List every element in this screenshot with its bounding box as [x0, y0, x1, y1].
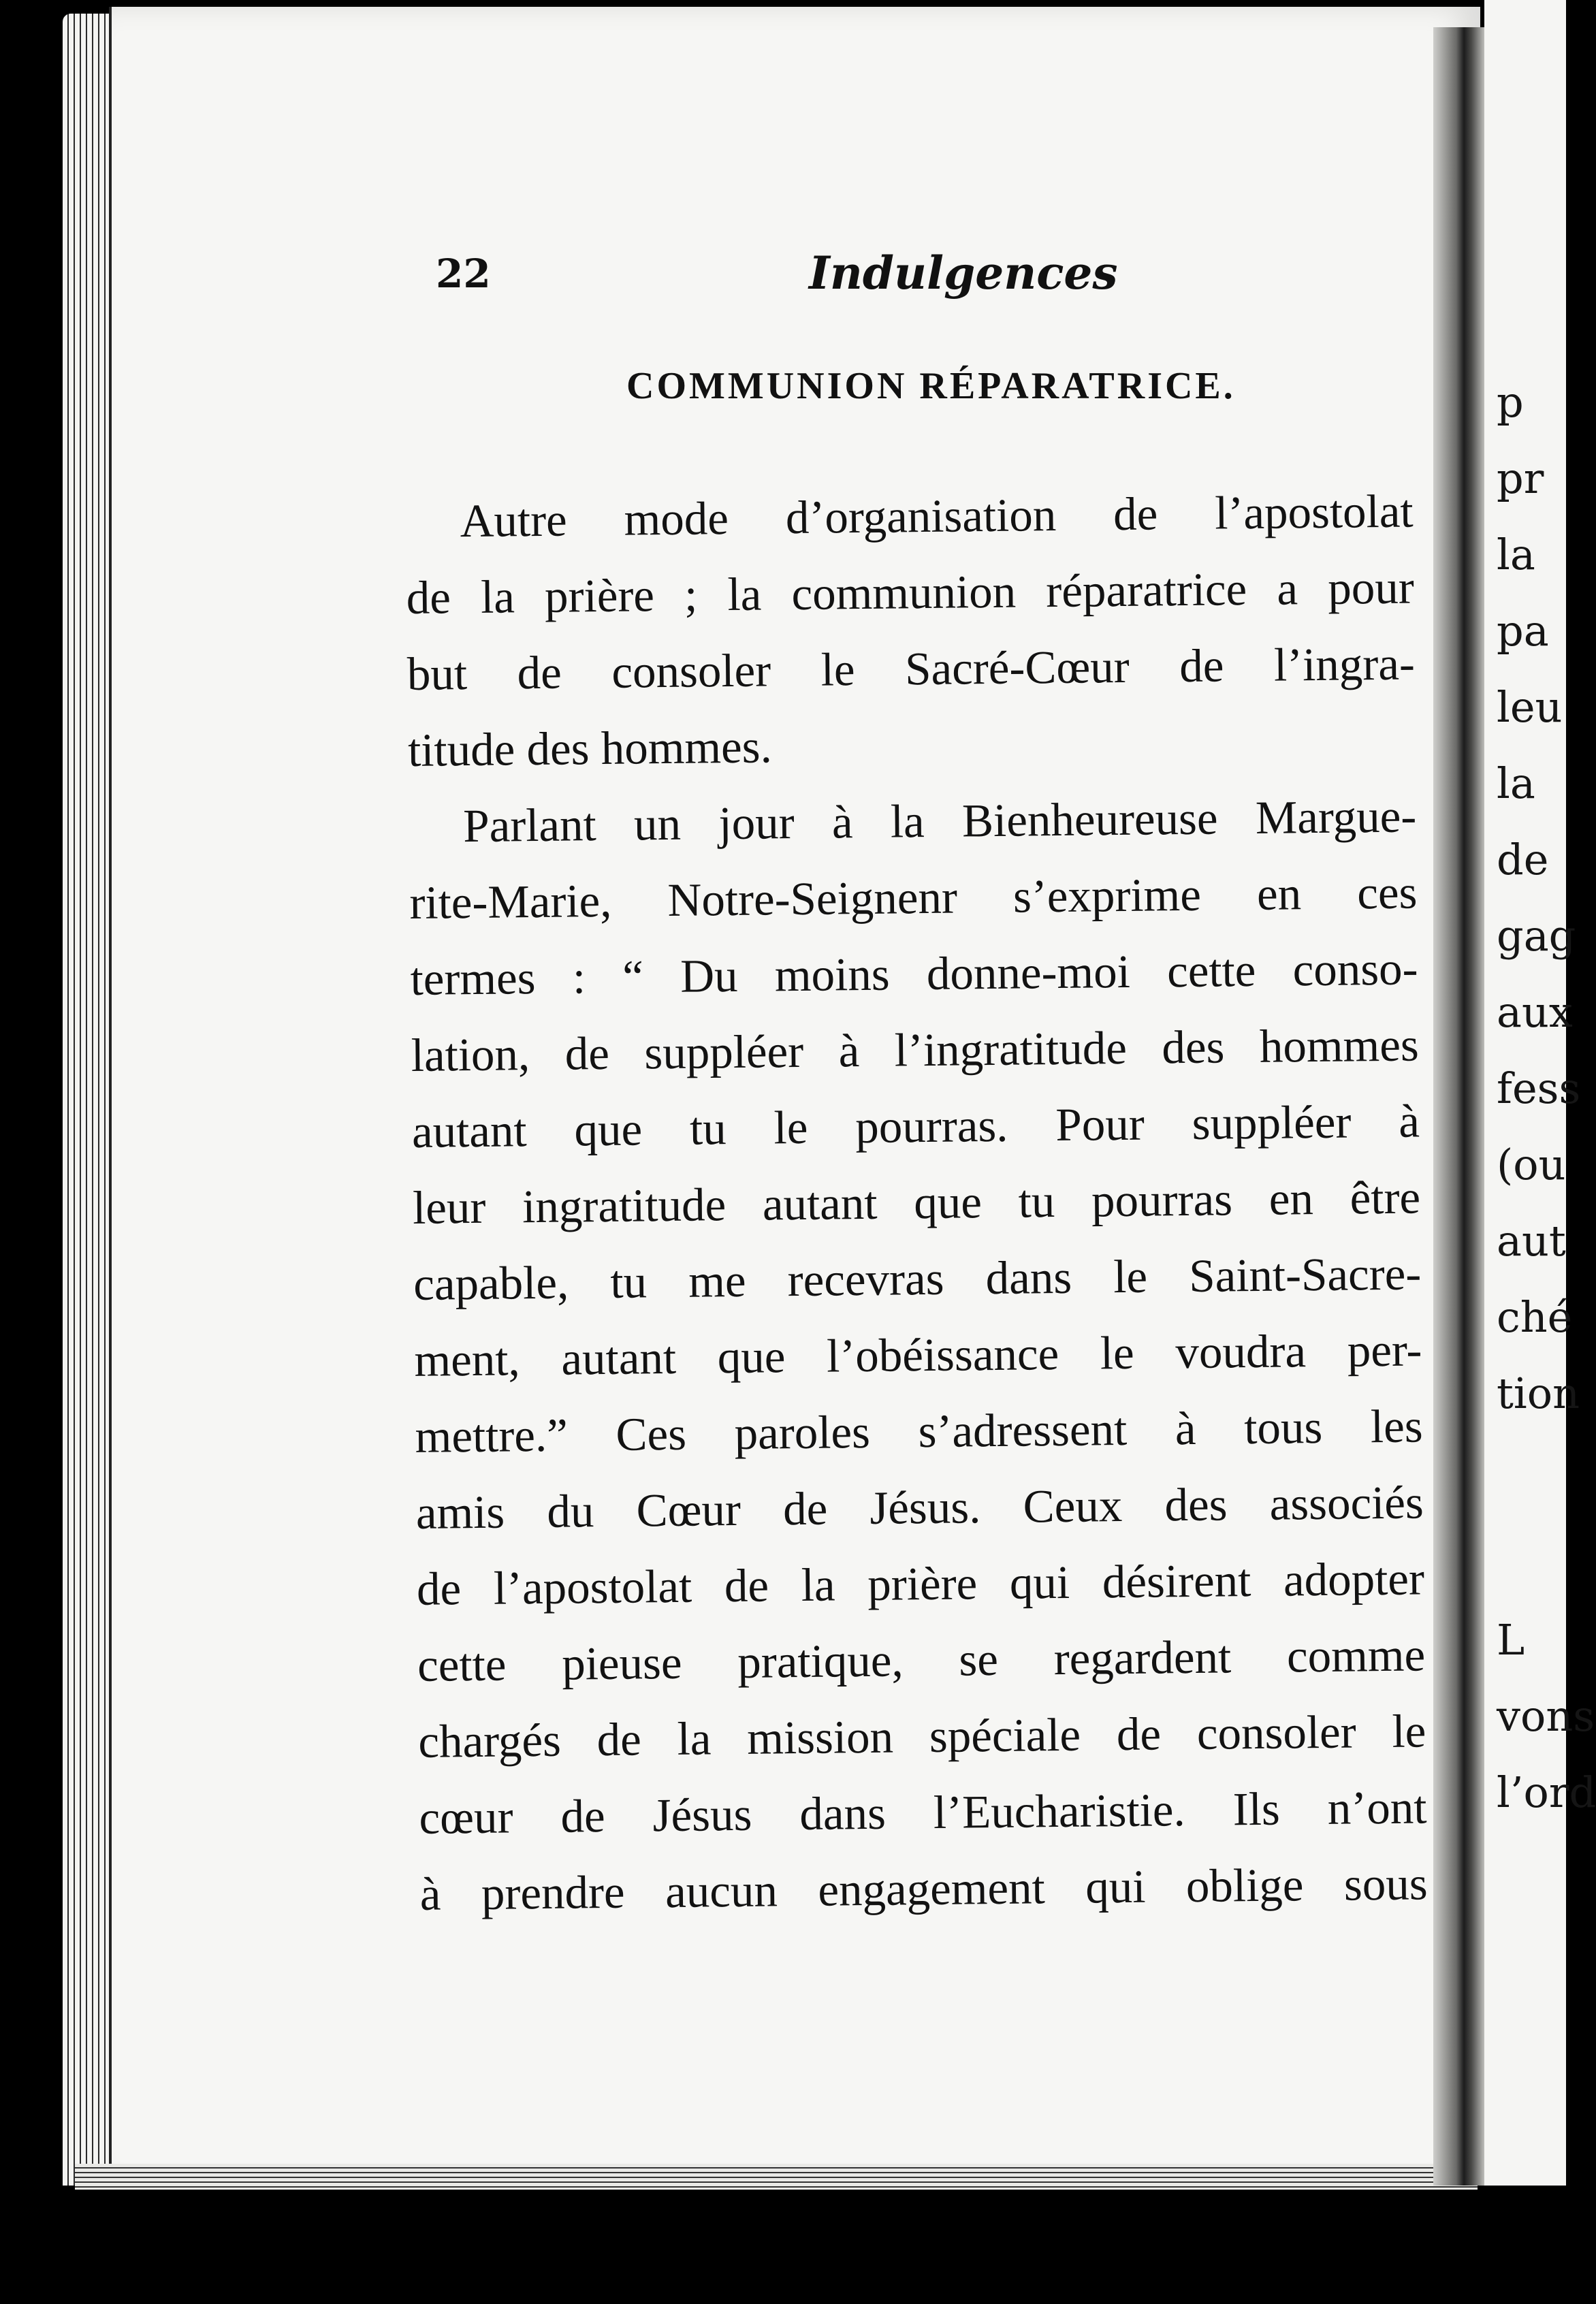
facing-line: la: [1497, 530, 1535, 579]
text-line: à prendre aucun engagement qui oblige sous: [419, 1857, 1429, 1920]
text-line: titude des hommes.: [407, 720, 773, 776]
facing-line: la: [1497, 758, 1535, 808]
text-line: ment, autant que l’obéissance le voudra per-: [414, 1324, 1422, 1386]
text-line: leur ingratitude autant que tu pourras en être: [412, 1171, 1421, 1234]
text-line: lation, de suppléer à l’ingratitude des hommes: [411, 1019, 1420, 1081]
running-head: [436, 246, 1416, 312]
text-line: termes : “ Du moins donne-moi cette conso-: [410, 942, 1418, 1005]
facing-line: aut: [1497, 1216, 1566, 1266]
text-line: mettre.” Ces paroles s’adressent à tous les: [415, 1400, 1423, 1462]
text-line: chargés de la mission spéciale de consoler le: [417, 1705, 1426, 1767]
text-line: cœur de Jésus dans l’Eucharistie. Ils n’ont: [419, 1781, 1427, 1844]
running-title: Indulgences: [809, 246, 1118, 300]
text-line: de la prière ; la communion réparatrice a pour: [406, 561, 1415, 624]
facing-page-fragment: [1484, 0, 1596, 2186]
facing-line: gag: [1497, 911, 1576, 961]
text-line: autant que tu le pourras. Pour suppléer à: [411, 1095, 1420, 1157]
text-line: but de consoler le Sacré-Cœur de l’ingra-: [406, 637, 1416, 700]
text-line: capable, tu me recevras dans le Saint-Sacre-: [413, 1247, 1422, 1310]
page-bottom-edges: [75, 2164, 1478, 2190]
facing-line: vons: [1497, 1691, 1595, 1741]
text-line: Parlant un jour à la Bienheureuse Margue-: [462, 790, 1417, 852]
facing-line: pr: [1497, 453, 1544, 503]
facing-line: leu: [1497, 682, 1563, 732]
facing-line: p: [1497, 377, 1524, 427]
facing-line: pa: [1497, 606, 1549, 656]
text-line: rite-Marie, Notre-Seignenr s’exprime en ces: [409, 866, 1418, 929]
text-line: cette pieuse pratique, se regardent comme: [417, 1629, 1426, 1691]
page-number: 22: [436, 251, 491, 297]
facing-line: fess: [1497, 1063, 1581, 1113]
facing-line: (ou: [1497, 1140, 1566, 1189]
book-gutter: [1433, 27, 1484, 2186]
facing-line: L: [1497, 1615, 1525, 1665]
facing-page-text: [1497, 377, 1596, 1848]
body-text: [405, 473, 1428, 1932]
facing-line: de: [1497, 835, 1549, 884]
section-heading: COMMUNION RÉPARATRICE.: [626, 365, 1236, 407]
facing-line-gap: [1497, 1449, 1596, 1619]
facing-line: ché: [1497, 1292, 1573, 1342]
text-line: de l’apostolat de la prière qui désirent adopter: [416, 1552, 1425, 1615]
facing-line: l’ord: [1497, 1767, 1596, 1817]
text-line: amis du Cœur de Jésus. Ceux des associés: [415, 1476, 1424, 1539]
text-line: Autre mode d’organisation de l’apostolat: [460, 485, 1414, 547]
facing-line: aux: [1497, 987, 1573, 1037]
facing-line: tion: [1497, 1369, 1580, 1418]
